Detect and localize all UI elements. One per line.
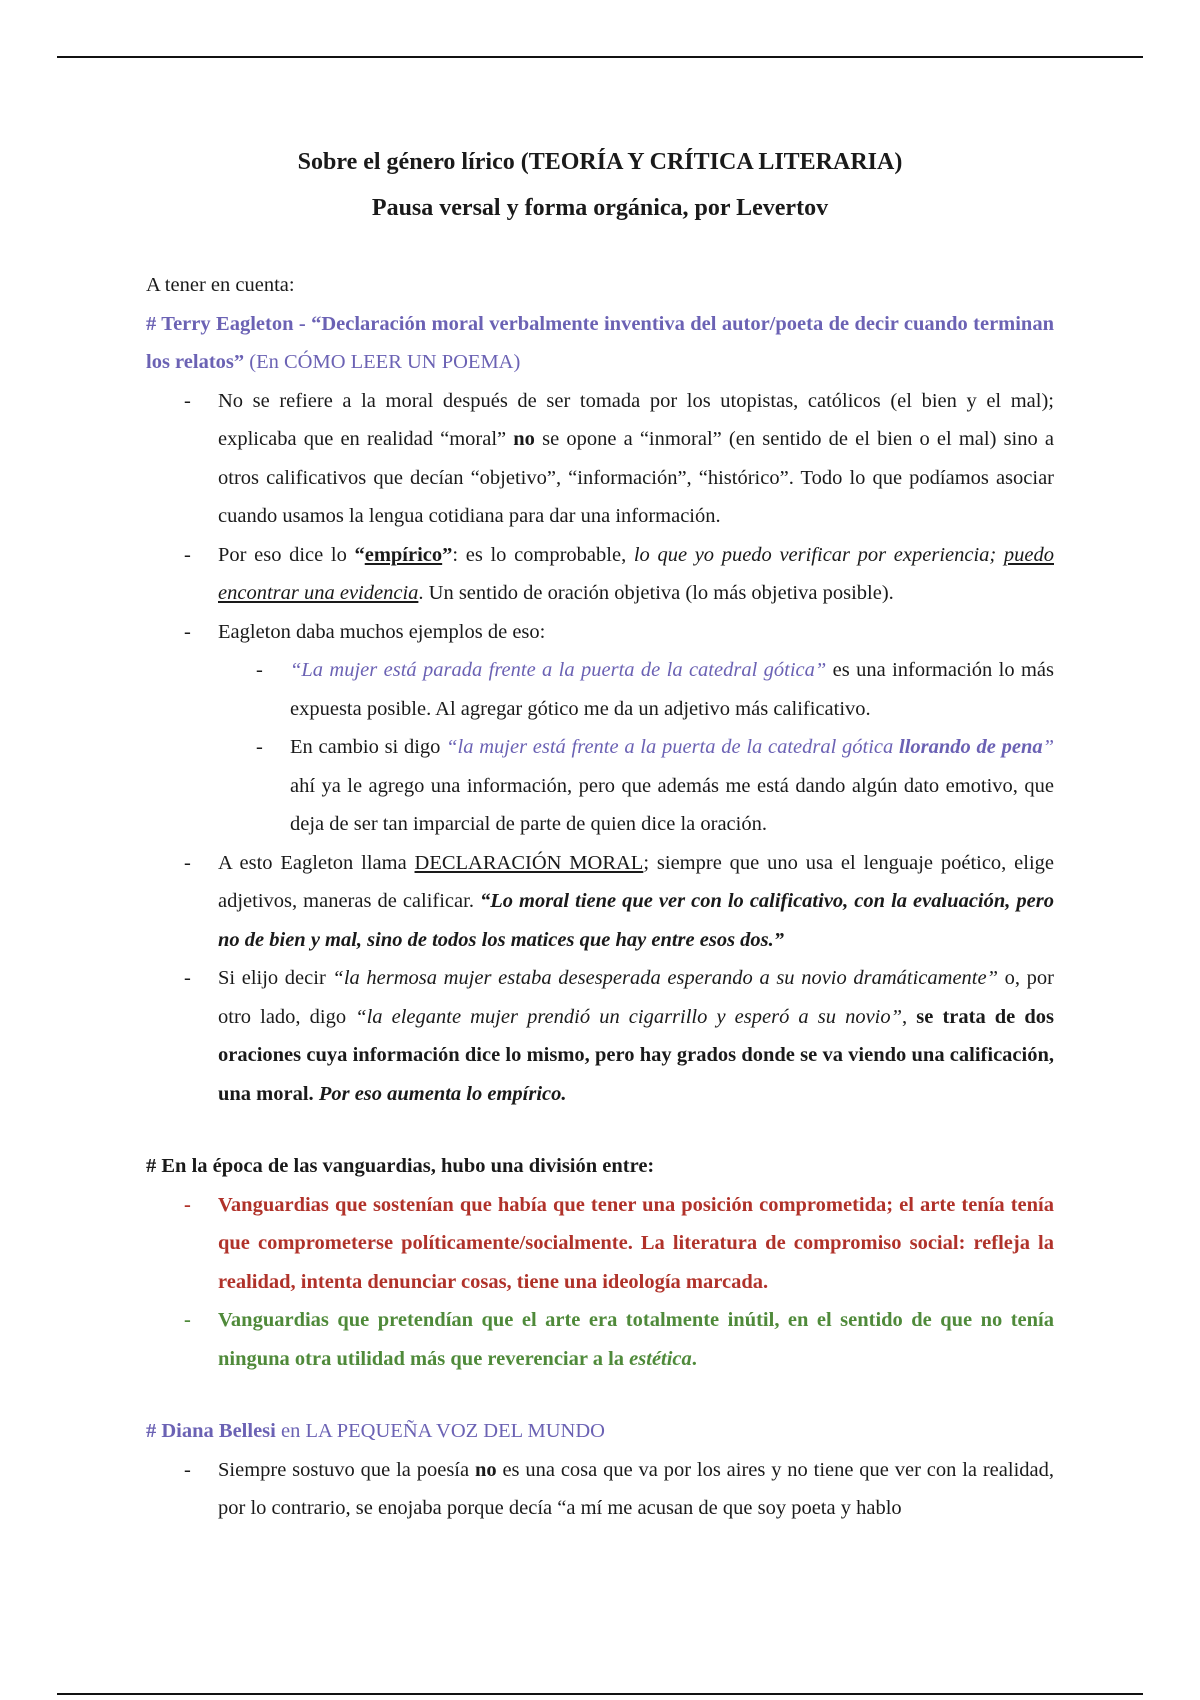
eagleton-heading-main: # Terry Eagleton - “Declaración moral verbalmente inventiva del autor/poeta de decir cuando terminan los relatos”	[146, 312, 1054, 373]
bold-span: ”	[442, 543, 453, 566]
document-title: Sobre el género lírico (TEORÍA Y CRÍTICA LITERARIA)	[297, 149, 903, 175]
text-span: .	[691, 1347, 697, 1370]
text-span: En cambio si digo	[290, 736, 447, 758]
vanguardias-item-estetica	[146, 1301, 1054, 1378]
italic-span: lo que yo puedo verificar por experiencia;	[633, 543, 1004, 566]
text-span: . Un sentido de oración objetiva (lo más objetiva posible).	[418, 582, 894, 604]
eagleton-heading-source: (En CÓMO LEER UN POEMA)	[244, 351, 521, 373]
vanguardias-list-b	[146, 1301, 1054, 1378]
eagleton-item-ejemplos	[146, 613, 1054, 844]
text-span: A esto Eagleton llama	[218, 851, 415, 874]
purple-bold-italic-span: llorando de pena	[899, 736, 1043, 758]
spacer	[146, 1378, 1054, 1412]
italic-span: “la elegante mujer prendió un cigarrillo y esperó a su novio”	[355, 1005, 903, 1028]
vanguardias-heading: # En la época de las vanguardias, hubo una división entre:	[146, 1155, 655, 1177]
text-span: Por eso dice lo	[218, 543, 355, 566]
ejemplo-item-2	[218, 728, 1054, 844]
italic-span: estética	[629, 1347, 692, 1370]
text-span: es una información lo más expuesta posible. Al agregar gótico me da un adjetivo más calificativo.	[290, 659, 1054, 720]
document-subtitle: Pausa versal y forma orgánica, por Levertov	[371, 195, 829, 221]
text-span: ,	[902, 1005, 917, 1028]
ejemplos-sublist	[218, 651, 1054, 844]
italic-span: “la hermosa mujer estaba desesperada esperando a su novio dramáticamente”	[332, 967, 998, 989]
bold-span: no	[513, 428, 535, 450]
purple-italic-span: “la mujer está frente a la puerta de la catedral gótica	[446, 736, 900, 758]
text-span: Eagleton daba muchos ejemplos de eso:	[218, 620, 546, 643]
eagleton-item-empirico	[146, 536, 1054, 613]
bellesi-list	[146, 1451, 1054, 1528]
bold-italic-quote: “Lo moral tiene que ver con lo calificativo, con la evaluación, pero no de bien y mal, sino de todos los matices que hay entre esos dos.”	[218, 890, 1054, 951]
ejemplo-item-1	[218, 651, 1054, 728]
purple-italic-span: “La mujer está parada frente a la puerta de la catedral gótica”	[290, 659, 827, 681]
vanguardias-item-compromiso: - Vanguardias que sostenían que había que tener una posición comprometida; el arte tenía tenía que comprometerse políticamente/socialmente. La literatura de compromiso social: refleja la realidad, intenta denunciar cosas, tiene una ideología marcada.	[146, 1186, 1054, 1302]
text-span: es una cosa que va por los aires y no tiene que ver con la realidad, por lo contrario, se enojaba porque decía “a mí me acusan de que soy poeta y hablo	[218, 1458, 1054, 1519]
text-span: se opone a “inmoral” (en sentido de el bien o el mal) sino a otros calificativos que decían “objetivo”, “información”, “histórico”. Todo lo que podíamos asociar cuando usamos la lengua cotidiana para dar una información.	[218, 428, 1055, 527]
underline-span: DECLARACIÓN MORAL	[414, 851, 644, 874]
bellesi-item-poesia	[146, 1451, 1054, 1528]
eagleton-list	[146, 382, 1054, 1114]
bottom-rule	[57, 1693, 1143, 1695]
text-span: Siempre sostuvo que la poesía	[218, 1458, 475, 1481]
eagleton-item-oraciones	[146, 959, 1054, 1113]
bold-italic-span: Por eso aumenta lo empírico.	[318, 1082, 567, 1105]
text-span: ahí ya le agrego una información, pero que además me está dando algún dato emotivo, que deja de ser tan imparcial de parte de quien dice la oración.	[290, 774, 1054, 835]
spacer	[146, 1113, 1054, 1147]
bold-span: se trata de dos oraciones cuya información dice lo mismo, pero hay grados donde se va viendo una calificación, una moral.	[218, 1005, 1055, 1105]
bold-span: no	[474, 1458, 497, 1481]
document-page	[146, 140, 1054, 1528]
vanguardias-list-a	[146, 1186, 1054, 1302]
eagleton-item-moral	[146, 382, 1054, 536]
purple-span: en LA PEQUEÑA VOZ DEL MUNDO	[275, 1420, 605, 1442]
purple-italic-span: ”	[1042, 736, 1055, 758]
italic-underline-span: puedo encontrar una evidencia	[218, 543, 1054, 604]
bold-underline-span: empírico	[364, 543, 443, 566]
text-span: o, por otro lado, digo	[218, 967, 1054, 1028]
bold-span: “	[354, 543, 365, 566]
text-span: Si elijo decir	[218, 967, 333, 989]
intro-text: A tener en cuenta:	[146, 274, 295, 296]
eagleton-heading	[146, 305, 1054, 382]
eagleton-item-declaracion	[146, 844, 1054, 960]
text-span: Vanguardias que pretendían que el arte era totalmente inútil, en el sentido de que no tenía ninguna otra utilidad más que reverenciar a la	[218, 1309, 1054, 1370]
text-span: No se refiere a la moral después de ser tomada por los utopistas, católicos (el bien y el mal); explicaba que en realidad “moral”	[218, 389, 1054, 450]
top-rule	[57, 56, 1143, 58]
bellesi-heading	[146, 1412, 1054, 1451]
purple-bold-span: # Diana Bellesi	[146, 1420, 276, 1442]
text-span: : es lo comprobable,	[452, 543, 634, 566]
text-span: ; siempre que uno usa el lenguaje poético, elige adjetivos, maneras de calificar.	[218, 851, 1054, 912]
